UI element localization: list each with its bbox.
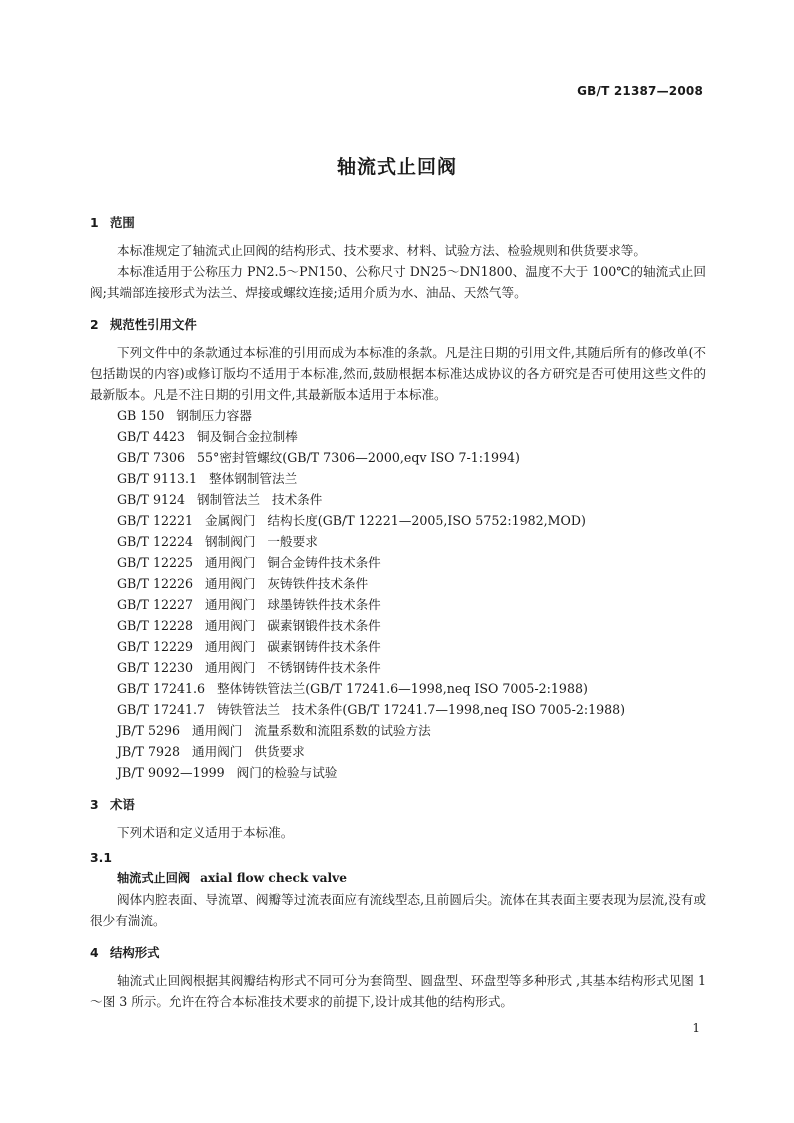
section-title: 规范性引用文件 bbox=[110, 317, 197, 332]
reference-item: GB/T 12227 通用阀门 球墨铸铁件技术条件 bbox=[117, 597, 381, 612]
term-chinese: 轴流式止回阀 bbox=[117, 871, 191, 885]
reference-item: GB/T 12226 通用阀门 灰铸铁件技术条件 bbox=[117, 576, 369, 591]
reference-item: GB/T 9113.1 整体钢制管法兰 bbox=[117, 471, 298, 486]
paragraph: 本标准适用于公称压力 PN2.5～PN150、公称尺寸 DN25～DN1800、温度不大于 100℃的轴流式止回阀;其端部连接形式为法兰、焊接或螺纹连接;适用介质为水、油品、天然气等。 bbox=[90, 264, 706, 300]
term-english: axial flow check valve bbox=[200, 871, 347, 885]
reference-item: GB/T 7306 55°密封管螺纹(GB/T 7306—2000,eqv ISO 7-1:1994) bbox=[117, 450, 520, 465]
reference-item: GB/T 12230 通用阀门 不锈钢铸件技术条件 bbox=[117, 660, 381, 675]
document-title: 轴流式止回阀 bbox=[336, 156, 457, 178]
reference-item: GB/T 17241.6 整体铸铁管法兰(GB/T 17241.6—1998,neq ISO 7005-2:1988) bbox=[117, 681, 588, 696]
reference-item: GB/T 12224 钢制阀门 一般要求 bbox=[117, 534, 318, 549]
section-number: 4 bbox=[90, 945, 99, 960]
paragraph: 下列文件中的条款通过本标准的引用而成为本标准的条款。凡是注日期的引用文件,其随后所有的修改单(不包括勘误的内容)或修订版均不适用于本标准,然而,鼓励根据本标准达成协议的各方研究是否可使用这些文件的最新版本。凡是不注日期的引用文件,其最新版本适用于本标准。 bbox=[90, 345, 706, 402]
reference-list bbox=[90, 405, 706, 783]
section-title: 范围 bbox=[110, 215, 135, 230]
reference-item: GB/T 9124 钢制管法兰 技术条件 bbox=[117, 492, 323, 507]
section-number: 3 bbox=[90, 797, 99, 812]
section-3-heading bbox=[90, 794, 706, 815]
term-number: 3.1 bbox=[90, 850, 112, 865]
section-title: 术语 bbox=[110, 797, 135, 812]
reference-item: GB/T 12225 通用阀门 铜合金铸件技术条件 bbox=[117, 555, 381, 570]
reference-item: JB/T 7928 通用阀门 供货要求 bbox=[117, 744, 305, 759]
standard-code: GB/T 21387—2008 bbox=[577, 84, 703, 98]
section-2-heading bbox=[90, 314, 706, 335]
reference-item: GB/T 12228 通用阀门 碳素钢锻件技术条件 bbox=[117, 618, 381, 633]
section-number: 1 bbox=[90, 215, 99, 230]
section-title: 结构形式 bbox=[110, 945, 160, 960]
paragraph: 下列术语和定义适用于本标准。 bbox=[117, 825, 294, 840]
reference-item: JB/T 5296 通用阀门 流量系数和流阻系数的试验方法 bbox=[117, 723, 431, 738]
section-4-heading bbox=[90, 942, 706, 963]
section-1-heading bbox=[90, 212, 706, 233]
reference-item: GB/T 12221 金属阀门 结构长度(GB/T 12221—2005,ISO 5752:1982,MOD) bbox=[117, 513, 586, 528]
term-definition: 阀体内腔表面、导流罩、阀瓣等过流表面应有流线型态,且前圆后尖。流体在其表面主要表现为层流,没有或很少有湍流。 bbox=[90, 892, 706, 928]
section-number: 2 bbox=[90, 317, 99, 332]
paragraph: 轴流式止回阀根据其阀瓣结构形式不同可分为套筒型、圆盘型、环盘型等多种形式 ,其基本结构形式见图 1～图 3 所示。允许在符合本标准技术要求的前提下,设计成其他的结构形式。 bbox=[90, 973, 706, 1009]
reference-item: GB 150 钢制压力容器 bbox=[117, 408, 252, 423]
page-number: 1 bbox=[692, 1021, 700, 1035]
reference-item: GB/T 17241.7 铸铁管法兰 技术条件(GB/T 17241.7—1998,neq ISO 7005-2:1988) bbox=[117, 702, 626, 717]
reference-item: GB/T 4423 铜及铜合金拉制棒 bbox=[117, 429, 298, 444]
paragraph: 本标准规定了轴流式止回阀的结构形式、技术要求、材料、试验方法、检验规则和供货要求等。 bbox=[117, 243, 646, 258]
term-heading bbox=[90, 868, 706, 889]
reference-item: GB/T 12229 通用阀门 碳素钢铸件技术条件 bbox=[117, 639, 381, 654]
document-body bbox=[90, 212, 706, 1012]
reference-item: JB/T 9092—1999 阀门的检验与试验 bbox=[117, 765, 338, 780]
